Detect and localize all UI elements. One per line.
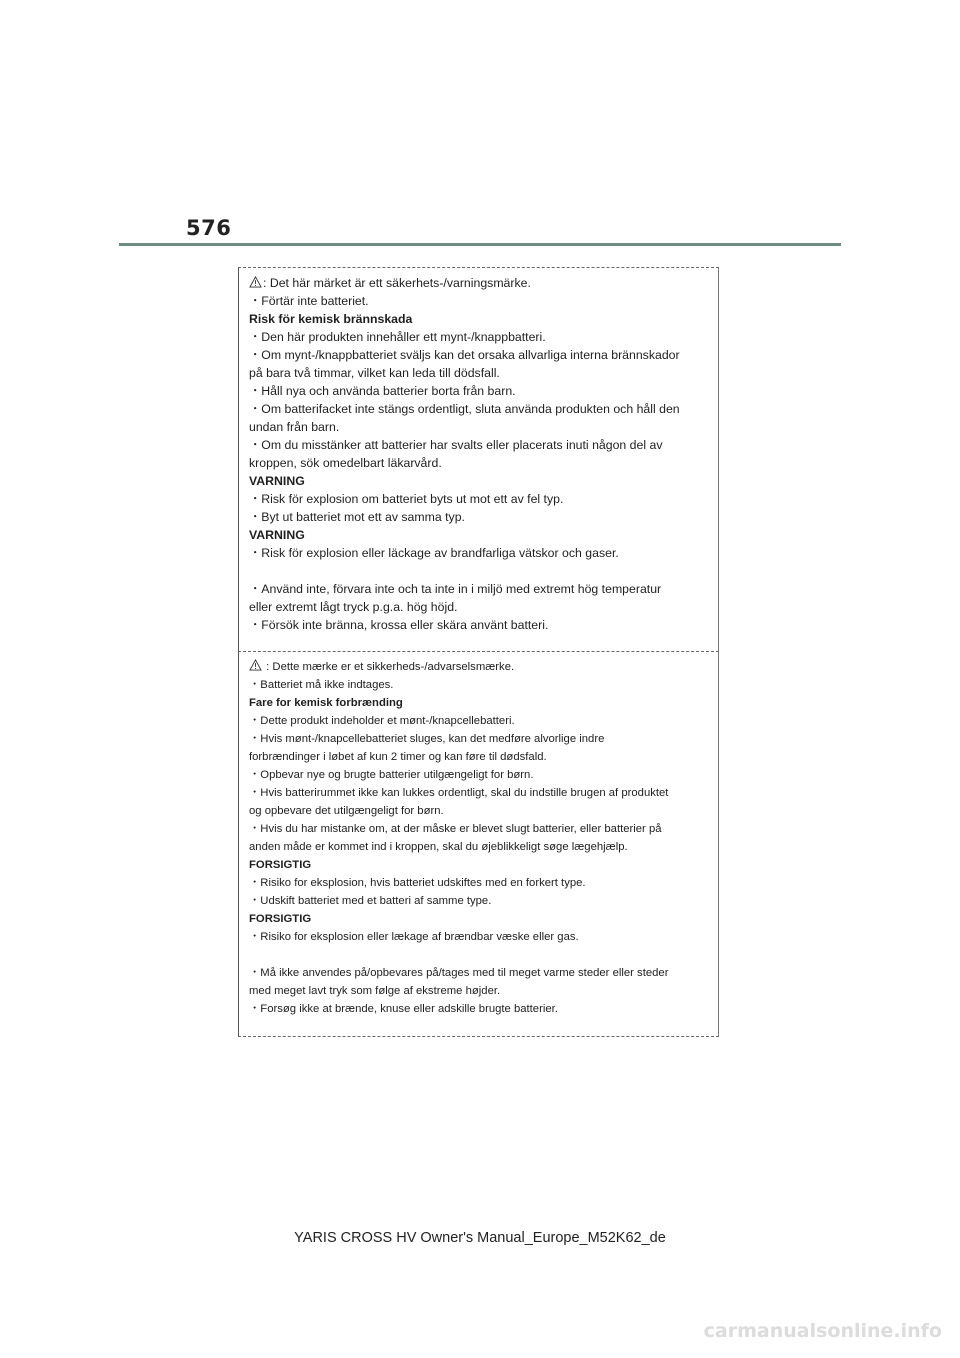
line-text: kroppen, sök omedelbart läkarvård. [249,456,442,470]
line-text: anden måde er kommet ind i kroppen, skal du øjeblikkeligt søge lægehjælp. [249,841,628,853]
line-text: VARNING [249,474,305,488]
line-text: ・Håll nya och använda batterier borta från barn. [249,384,516,398]
text-line [249,820,712,838]
watermark: carmanualsonline.info [703,1320,942,1342]
line-text: ・Försök inte bränna, krossa eller skära använt batteri. [249,618,549,632]
text-line [249,730,712,748]
line-text: ・Byt ut batteriet mot ett av samma typ. [249,510,465,524]
text-line [249,292,712,310]
text-line [249,658,712,676]
text-line [249,874,712,892]
text-line [249,364,712,382]
line-text: FORSIGTIG [249,859,312,871]
text-line [249,598,712,616]
line-text: FORSIGTIG [249,913,312,925]
line-text: undan från barn. [249,420,340,434]
heading-line [249,526,712,544]
line-text: ・Den här produkten innehåller ett mynt-/knappbatteri. [249,330,546,344]
blank-line [249,946,712,964]
text-line [249,982,712,1000]
line-text: VARNING [249,528,305,542]
line-text: eller extremt lågt tryck p.g.a. hög höjd. [249,600,458,614]
line-text: ・Hvis mønt-/knapcellebatteriet sluges, kan det medføre alvorlige indre [249,733,605,745]
line-text: Fare for kemisk forbrænding [249,697,403,709]
text-line [249,400,712,418]
line-text: ・Risk för explosion eller läckage av brandfarliga vätskor och gaser. [249,546,619,560]
text-line [249,346,712,364]
label-text-swedish [249,274,712,634]
heading-line [249,310,712,328]
text-line [249,748,712,766]
text-line [249,838,712,856]
line-text: ・Risiko for eksplosion, hvis batteriet udskiftes med en forkert type. [249,877,586,889]
text-line [249,766,712,784]
text-line [249,580,712,598]
text-line [249,784,712,802]
text-line [249,328,712,346]
line-text: ・Hvis du har mistanke om, at der måske er blevet slugt batterier, eller batterier på [249,823,662,835]
line-text: ・Använd inte, förvara inte och ta inte in i miljö med extremt hög temperatur [249,582,662,596]
text-line [249,490,712,508]
header-rule [119,243,841,246]
line-text: forbrændinger i løbet af kun 2 timer og kan føre til dødsfald. [249,751,547,763]
text-line [249,436,712,454]
line-text: ・Forsøg ikke at brænde, knuse eller adskille brugte batterier. [249,1003,558,1015]
text-line [249,676,712,694]
text-line [249,616,712,634]
line-text: og opbevare det utilgængeligt for børn. [249,805,444,817]
line-text: : Det här märket är ett säkerhets-/varningsmärke. [263,276,531,290]
line-text: ・Om du misstänker att batterier har svalts eller placerats inuti någon del av [249,438,663,452]
text-line [249,802,712,820]
page-number: 576 [186,216,232,240]
line-text: ・Hvis batterirummet ikke kan lukkes ordentligt, skal du indstille brugen af produktet [249,787,669,799]
text-line [249,892,712,910]
line-text: ・Må ikke anvendes på/opbevares på/tages med til meget varme steder eller steder [249,967,669,979]
warning-triangle-icon [249,276,262,288]
line-text: ・Risk för explosion om batteriet byts ut mot ett av fel typ. [249,492,564,506]
warning-label-danish [238,651,719,1037]
line-text: ・Om batterifacket inte stängs ordentligt, sluta använda produkten och håll den [249,402,680,416]
text-line [249,1000,712,1018]
line-text: Risk för kemisk brännskada [249,312,413,326]
line-text: ・Udskift batteriet med et batteri af samme type. [249,895,492,907]
footer-manual-title: YARIS CROSS HV Owner's Manual_Europe_M52K62_de [294,1230,666,1246]
text-line [249,274,712,292]
line-text: ・Risiko for eksplosion eller lækage af brændbar væske eller gas. [249,931,579,943]
line-text: ・Opbevar nye og brugte batterier utilgængeligt for børn. [249,769,534,781]
text-line [249,382,712,400]
heading-line [249,694,712,712]
text-line [249,928,712,946]
line-text: ・Om mynt-/knappbatteriet sväljs kan det orsaka allvarliga interna brännskador [249,348,680,362]
text-line [249,508,712,526]
line-text: på bara två timmar, vilket kan leda till dödsfall. [249,366,500,380]
line-text: med meget lavt tryk som følge af ekstreme højder. [249,985,501,997]
warning-label-swedish [238,267,719,651]
heading-line [249,910,712,928]
text-line [249,712,712,730]
line-text: ・Batteriet må ikke indtages. [249,679,394,691]
line-text: ・Förtär inte batteriet. [249,294,369,308]
warning-triangle-icon [249,659,262,671]
heading-line [249,856,712,874]
heading-line [249,472,712,490]
text-line [249,964,712,982]
text-line [249,454,712,472]
blank-line [249,562,712,580]
text-line [249,418,712,436]
text-line [249,544,712,562]
line-text: : Dette mærke er et sikkerheds-/advarselsmærke. [263,661,515,673]
label-text-danish [249,658,712,1018]
line-text: ・Dette produkt indeholder et mønt-/knapcellebatteri. [249,715,515,727]
